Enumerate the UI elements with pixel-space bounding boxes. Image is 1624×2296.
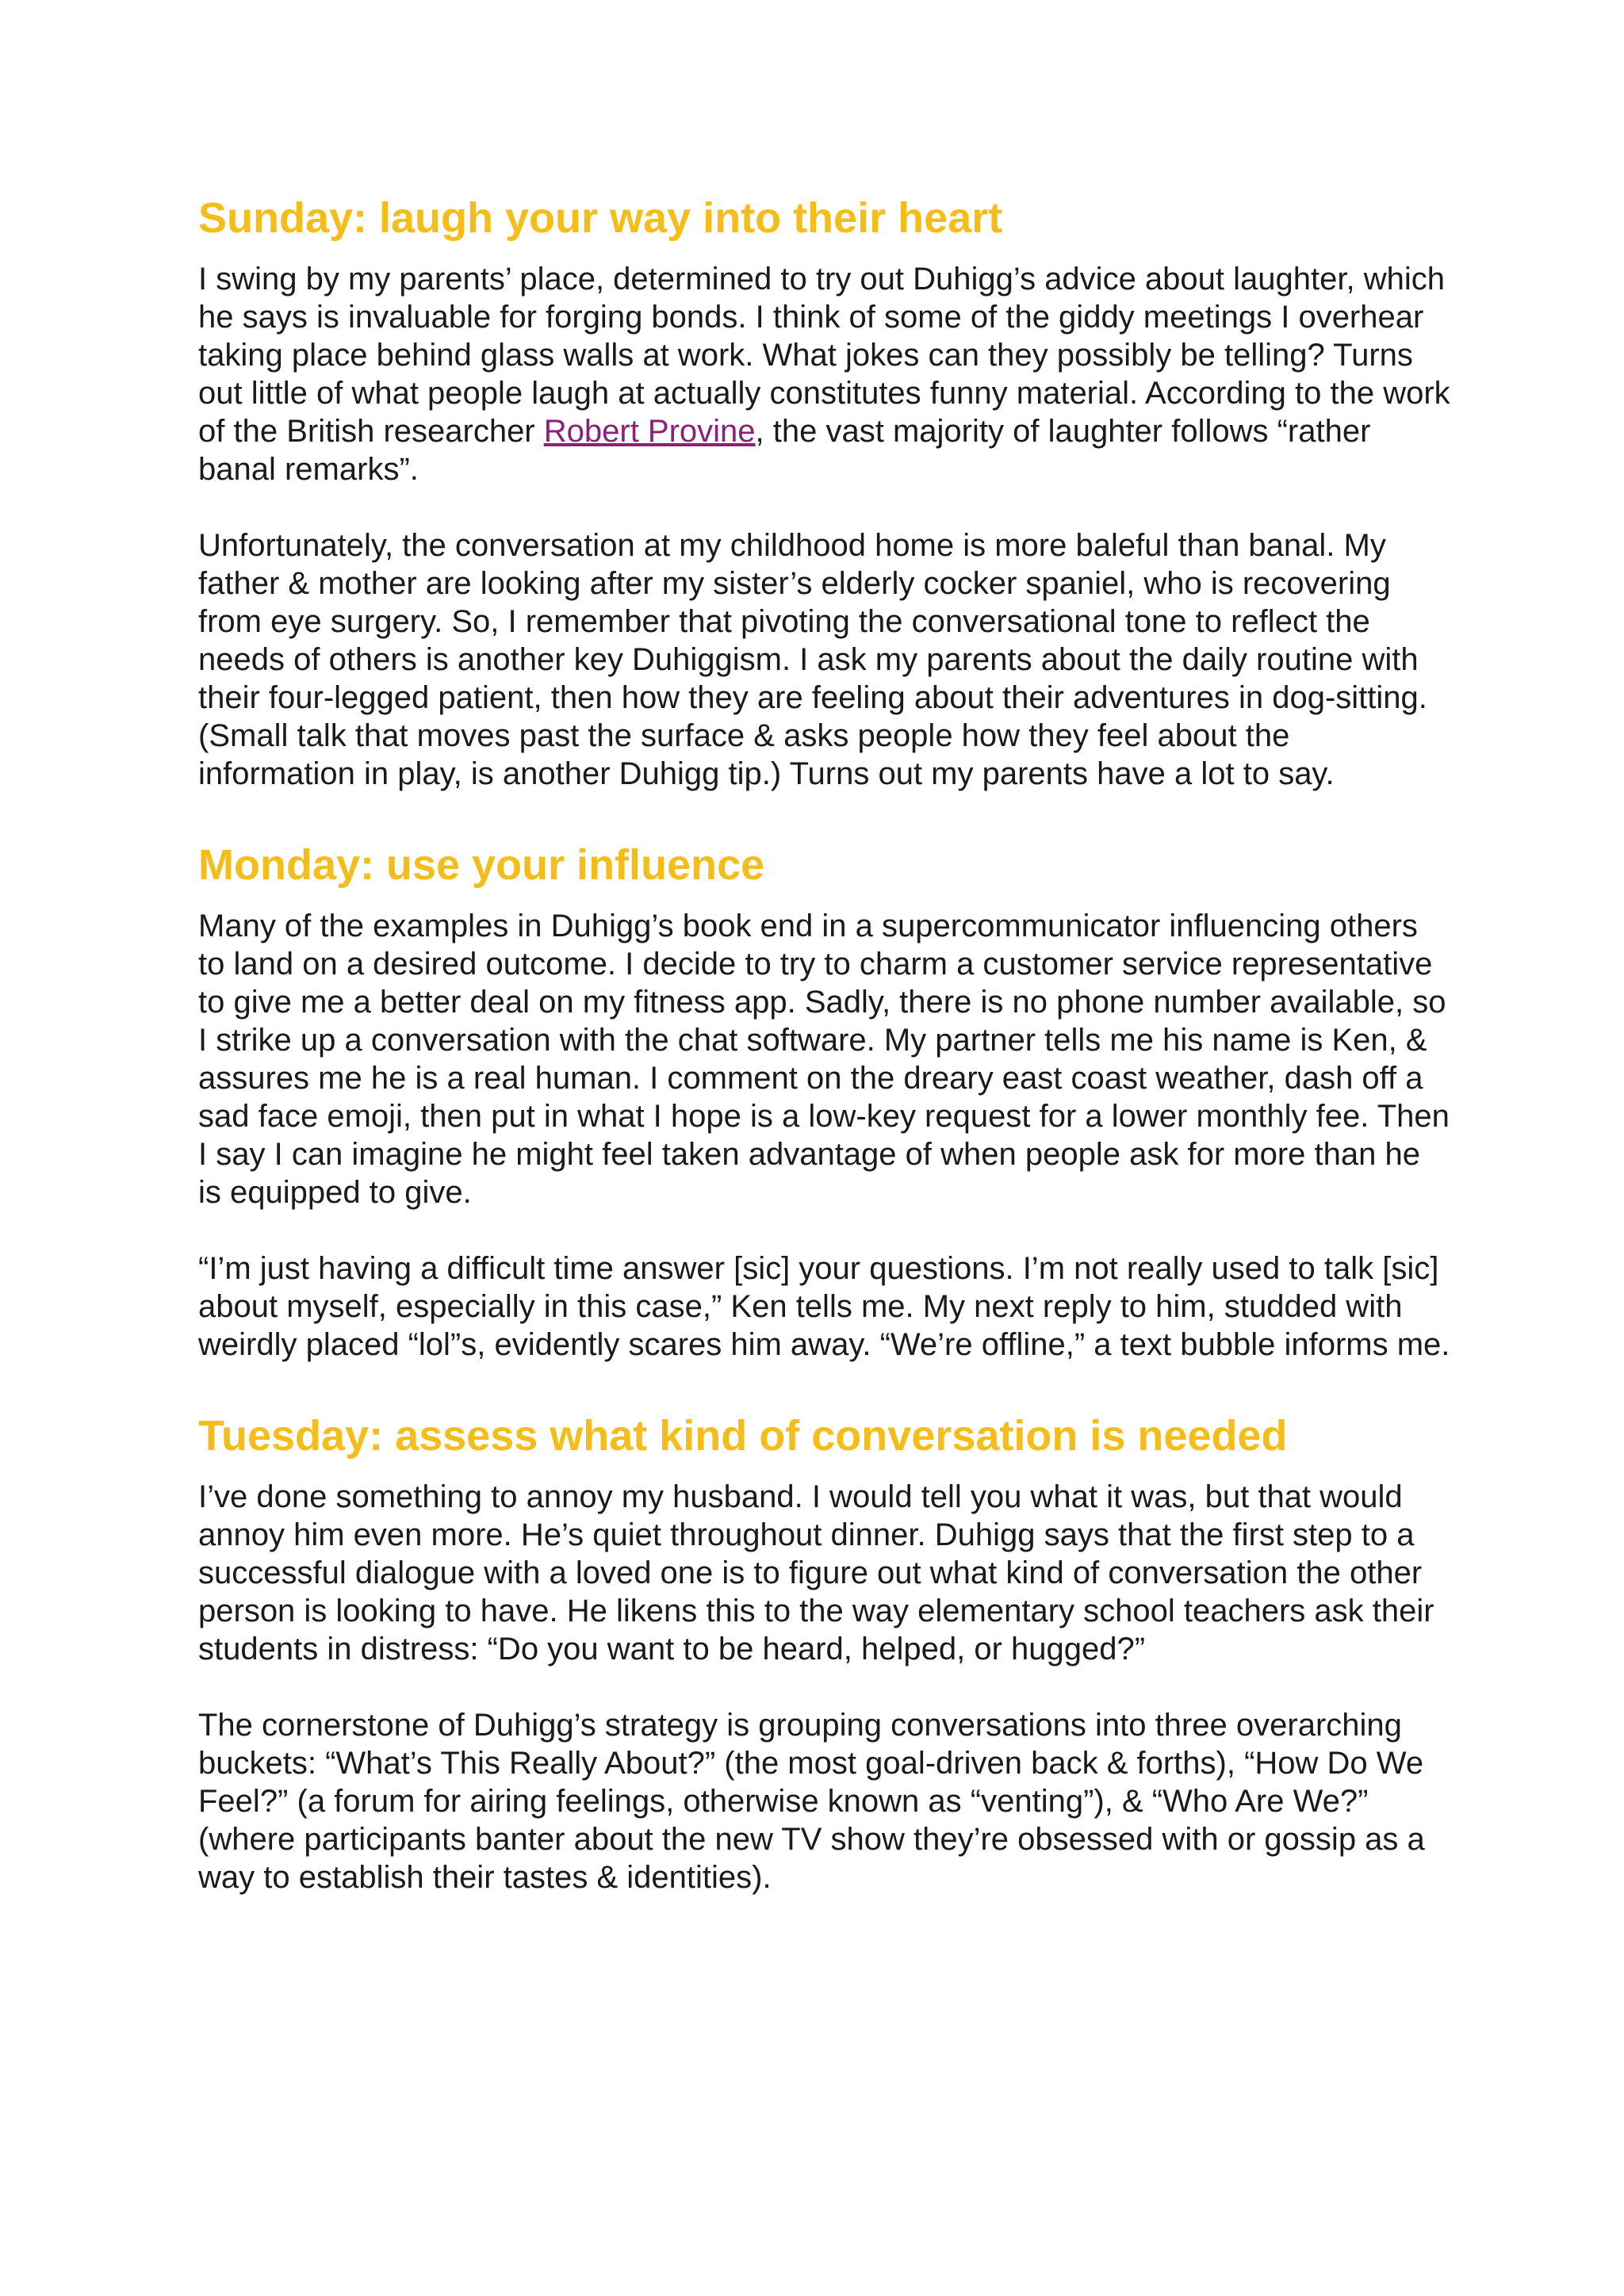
section-tuesday <box>198 1408 1451 1896</box>
paragraph-text: , the vast majority of laughter follows “rather banal remarks”. <box>198 414 1371 487</box>
section-heading-monday: Monday: use your influence <box>198 841 765 889</box>
paragraph-sunday-2: Unfortunately, the conversation at my childhood home is more baleful than banal. My father & mother are looking after my sister’s elderly cocker spaniel, who is recovering from eye surgery. So, I remember that pivoting the conversational tone to reflect the needs of others is another key Duhiggism. I ask my parents about the daily routine with their four-legged patient, then how they are feeling about their adventures in dog-sitting. (Small talk that moves past the surface & asks people how they feel about the information in play, is another Duhigg tip.) Turns out my parents have a lot to say. <box>198 528 1427 791</box>
paragraph-sunday-1 <box>198 260 1451 488</box>
section-monday <box>198 837 1451 1364</box>
paragraph-tuesday-1: I’ve done something to annoy my husband. I would tell you what it was, but that would annoy him even more. He’s quiet throughout dinner. Duhigg says that the first step to a successful dialogue with a loved one is to figure out what kind of conversation the other person is looking to have. He likens this to the way elementary school teachers ask their students in distress: “Do you want to be heard, helped, or hugged?” <box>198 1479 1434 1667</box>
paragraph-monday-2: “I’m just having a difficult time answer [sic] your questions. I’m not really used to talk [sic] about myself, especially in this case,” Ken tells me. My next reply to him, studded with weirdly placed “lol”s, evidently scares him away. “We’re offline,” a text bubble informs me. <box>198 1251 1450 1362</box>
robert-provine-link[interactable]: Robert Provine <box>543 414 756 449</box>
paragraph-tuesday-2: The cornerstone of Duhigg’s strategy is grouping conversations into three overarching buckets: “What’s This Really About?” (the most goal-driven back & forths), “How Do We Feel?” (a forum for airing feelings, otherwise known as “venting”), & “Who Are We?” (where participants banter about the new TV show they’re obsessed with or gossip as a way to establish their tastes & identities). <box>198 1708 1425 1895</box>
section-heading-sunday: Sunday: laugh your way into their heart <box>198 194 1003 242</box>
paragraph-monday-1: Many of the examples in Duhigg’s book end in a supercommunicator influencing others to land on a desired outcome. I decide to try to charm a customer service representative to give me a better deal on my fitness app. Sadly, there is no phone number available, so I strike up a conversation with the chat software. My partner tells me his name is Ken, & assures me he is a real human. I comment on the dreary east coast weather, dash off a sad face emoji, then put in what I hope is a low-key request for a lower monthly fee. Then I say I can imagine he might feel taken advantage of when people ask for more than he is equipped to give. <box>198 909 1450 1210</box>
paragraph-text: I swing by my parents’ place, determined to try out Duhigg’s advice about laughter, which he says is invaluable for forging bonds. I think of some of the giddy meetings I overhear taking place behind glass walls at work. What jokes can they possibly be telling? Turns out little of what people laugh at actually constitutes funny material. According to the work of the British researcher <box>198 262 1450 449</box>
article-page <box>198 190 1451 1934</box>
section-heading-tuesday: Tuesday: assess what kind of conversation is needed <box>198 1412 1288 1460</box>
section-sunday <box>198 190 1451 793</box>
